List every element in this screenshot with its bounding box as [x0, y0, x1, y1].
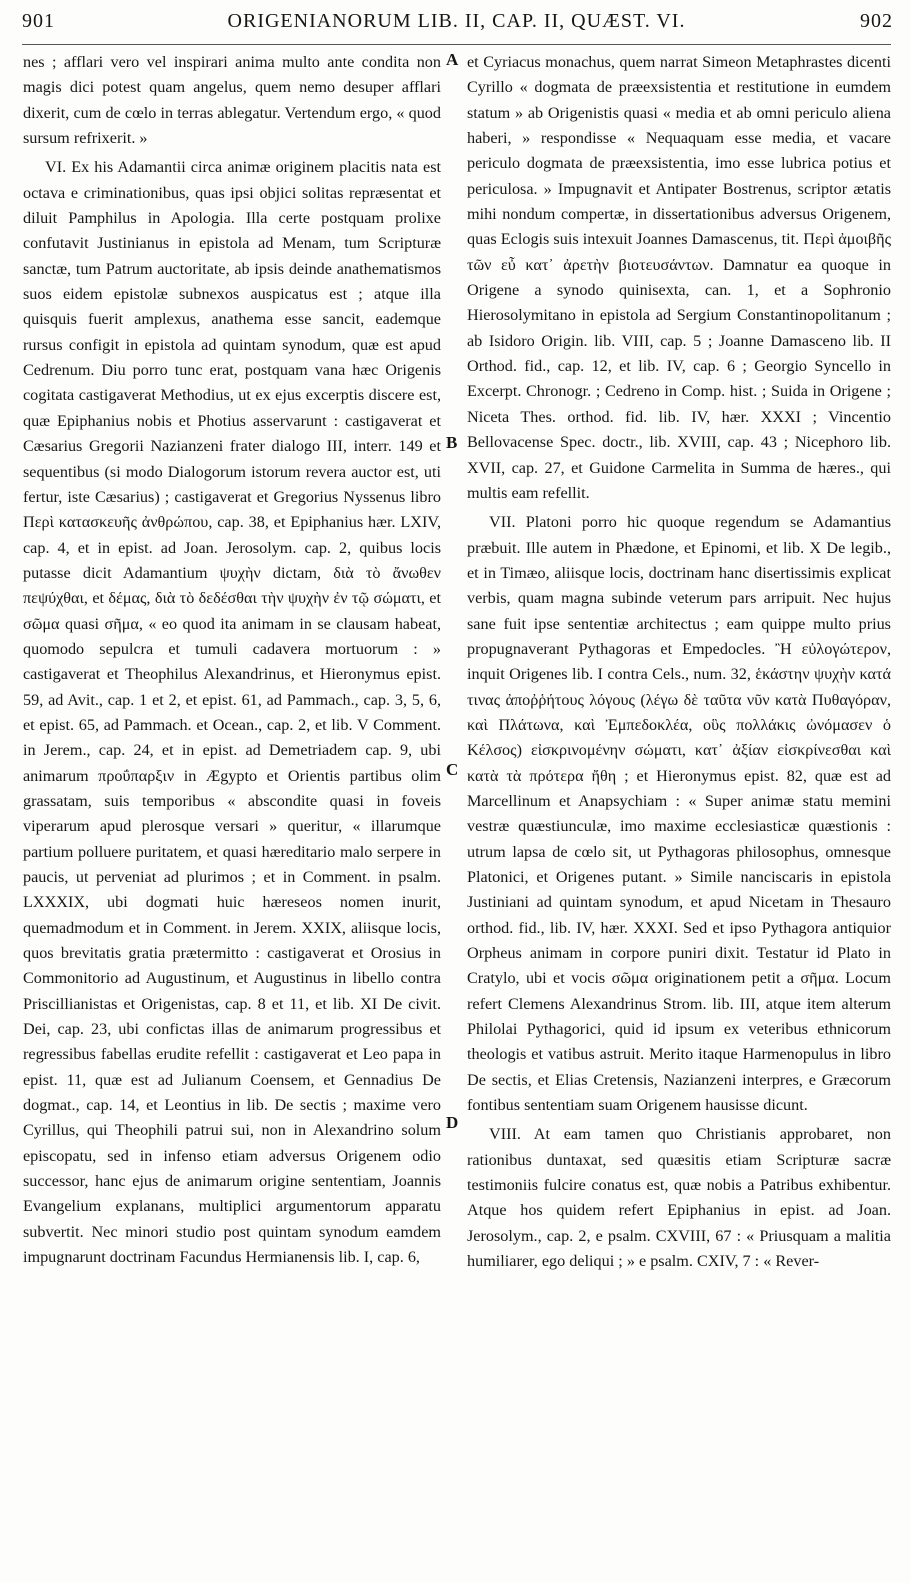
running-header — [16, 10, 897, 44]
paragraph-continuation: nes ; afflari vero vel inspirari anima multo ante condita non magis dici potest quam angelus, quem nemo desuper afflari dixerit, cum de cœlo in terras ablegatur. Vertendum ergo, « quod sursum refrixerit. » — [23, 53, 441, 148]
margin-marker-d: D — [446, 1113, 459, 1132]
margin-marker-c: C — [446, 760, 459, 779]
paragraph-continuation-right: et Cyriacus monachus, quem narrat Simeon Metaphrastes dicenti Cyrillo « dogmata de præexsistentia et restitutione in eumdem statum » ab Origenistis quasi « media et ab omni periculo aliena haberi, » respondisse « Nequaquam esse media, et vacare periculo dogmata de præexsistentia, imo esse lubrica potius et periculosa. » Impugnavit et Antipater Bostrenus, scriptor ætatis mihi nondum compertæ, in dissertationibus adversus Origenem, quas Eclogis suis intexuit Joannes Damascenus, tit. Περὶ ἀμοιβῆς τῶν εὖ κατ᾽ ἀρετὴν βιοτευσάντων. Damnatur ea quoque in Origene a synodo quinisexta, can. 1, et a Sophronio Hierosolymitano in epistola ad Sergium Constantinopolitanum ; ab Isidoro Origin. lib. VIII, cap. 5 ; Joanne Damasceno lib. II Orthod. fid., cap. 12, et lib. IV, cap. 6 ; Georgio Syncello in Excerpt. Chronogr. ; Cedreno in Comp. hist. ; Suida in Origene ; Niceta Thes. orthod. fid. lib. IV, hær. XXXI ; Vincentio Bellovacense Spec. doctr., lib. XVIII, cap. 43 ; Nicephoro lib. XVII, cap. 27, et Guidone Carmelita in Summa de hæres., qui multis eam refellit. — [467, 53, 891, 502]
right-column — [467, 50, 891, 1275]
margin-marker-a: A — [446, 50, 459, 69]
running-title: ORIGENIANORUM LIB. II, CAP. II, QUÆST. VI. — [227, 10, 686, 32]
header-rule — [22, 44, 891, 45]
paragraph-section-vii: VII. Platoni porro hic quoque regendum se Adamantius præbuit. Ille autem in Phædone, et Epinomi, et lib. X De legib., et in Timæo, aliisque locis, doctrinam hanc disertissimis explicat verbis, quam magna subinde veterum pars arripuit. Nec hujus sane fuit ipse sententiæ architectus ; eam quippe multo prius propugnaverant Pythagoras et Empedocles. Ἢ εὐλογώτερον, inquit Origenes lib. I contra Cels., num. 32, ἑκάστην ψυχὴν κατά τινας ἀποῤῥήτους λόγους (λέγω δὲ ταῦτα νῦν κατὰ Πυθαγόραν, καὶ Πλάτωνα, καὶ Ἐμπεδοκλέα, οὓς πολλάκις ὠνόμασεν ὁ Κέλσος) εἰσκρινομένην σώματι, κατ᾽ ἀξίαν εἰσκρίνεσθαι καὶ κατὰ τὰ πρότερα ἤθη ; et Hieronymus epist. 82, quæ est ad Marcellinum et Anapsychiam : « Super animæ statu memini vestræ quæstiunculæ, imo maxime ecclesiasticæ quæstionis : utrum lapsa de cœlo sit, ut Pythagoras philosophus, omnesque Platonici, et Origenes putant. » Simile nanciscaris in epistola Justiniani ad quintam synodum, et apud Nicetam in Thesauro orthod. fid., lib. IV, hær. XXXI. Sed et ipso Pythagora antiquior Orpheus animam in corpore puniri dixit. Testatur id Plato in Cratylo, ubi et vocis σῶμα originationem petit a σῆμα. Locum refert Clemens Alexandrinus Strom. lib. III, atque item alterum Philolai Pythagorici, quid id ipsum ex veteribus ethnicorum theologis et vatibus astruit. Merito itaque Harmenopulus in libro De sectis, et Elias Cretensis, Nazianzeni interpres, e Græcorum fontibus sententiam suam Origenem hausisse dicunt. — [467, 513, 891, 1115]
paragraph-section-vi: VI. Ex his Adamantii circa animæ originem placitis nata est octava e criminationibus, quas ipsi objici solitas repræsentat et diluit Pamphilus in Apologia. Illa certe postquam prolixe confutavit Justinianus in epistola ad Menam, tum Scripturæ sanctæ, tum Patrum auctoritate, ab ipsis deinde anathematismos suos eidem epistolæ subnexos auspicatus est ; atque illa quisquis fuerit amplexus, anathema esse sancit, eademque rursus configit in epistola ad quintam synodum, quæ est apud Cedrenum. Diu porro tunc erat, postquam vana hæc Origenis cogitata castigaverat Methodius, ut ex ejus excerptis discere est, quæ Epiphanius nobis et Photius asservarunt : castigaverat et Cæsarius Gregorii Nazianzeni frater dialogo III, interr. 149 et sequentibus (si modo Dialogorum istorum revera auctor est, uti fertur, iste Cæsarius) ; castigaverat et Gregorius Nyssenus libro Περὶ κατασκευῆς ἀνθρώπου, cap. 38, et Epiphanius hær. LXIV, cap. 4, et in epist. ad Joan. Jerosolym. cap. 2, quibus locis putasse dicit Adamantium ψυχὴν dictam, διὰ τὸ ἄνωθεν πεψύχθαι, et δέμας, διὰ τὸ δεδέσθαι τὴν ψυχὴν ἐν τῷ σώματι, et σῶμα quasi σῆμα, « eo quod ita animam in se clausam habeat, quomodo sepulcra et tumuli cadavera mortuorum : » castigaverat et Theophilus Alexandrinus, et Hieronymus epist. 59, ad Avit., cap. 1 et 2, et epist. 61, ad Pammach., cap. 3, 5, 6, et epist. 65, ad Pammach. et Ocean., cap. 2, et lib. V Comment. in Jerem., cap. 24, et in epist. ad Demetriadem cap. 9, ubi animarum προΰπαρξιν in Ægypto et Orientis partibus olim grassatam, suis temporibus « abscondite quasi in foveis viperarum apud plerosque versari » queritur, « illarumque partium polluere puritatem, et quasi hæreditario malo serpere in paucis, ut perveniat ad plurimos ; et in Comment. in psalm. LXXXIX, ubi dogmati huic hæreseos nomen inurit, quemadmodum et in Comment. in Jerem. XXIX, aliisque locis, quos brevitatis gratia prætermitto : castigaverat et Orosius in Commonitorio ad Augustinum, et Augustinus in libello contra Priscillianistas et Origenistas, cap. 8 et 11, et lib. XI De civit. Dei, cap. 23, ubi confictas illas de animarum progressibus et regressibus fabellas erudite refellit : castigaverat et Leo papa in epist. 11, quæ est ad Julianum Coensem, et Gennadius De dogmat., cap. 14, et Leontius in lib. De sectis ; maxime vero Cyrillus, qui Theophili patrui sui, non in Alexandrino solum episcopatu, sed in infenso etiam adversus Origenem odio successor, hanc ejus de animarum origine sententiam, Joannis Evangelium explanans, multiplici argumentorum apparatu subvertit. Nec minori studio post quintam synodum eamdem impugnarunt doctrinam Facundus Hermianensis lib. I, cap. 6, — [23, 158, 441, 1267]
paragraph-section-viii: VIII. At eam tamen quo Christianis approbaret, non rationibus duntaxat, sed quæsitis etiam Scripturæ sacræ testimoniis fulcire conatus est, quæ nobis a Patribus exhibentur. Atque hos quidem refert Epiphanius in epist. ad Joan. Jerosolym., cap. 2, e psalm. CXVIII, 67 : « Priusquam a malitia humiliarer, ego deliqui ; » e psalm. CXIV, 7 : « Rever- — [467, 1125, 891, 1271]
margin-marker-b: B — [446, 433, 458, 452]
left-column — [23, 50, 441, 1271]
page-number-left: 901 — [22, 10, 55, 32]
page-number-right: 902 — [860, 10, 893, 32]
